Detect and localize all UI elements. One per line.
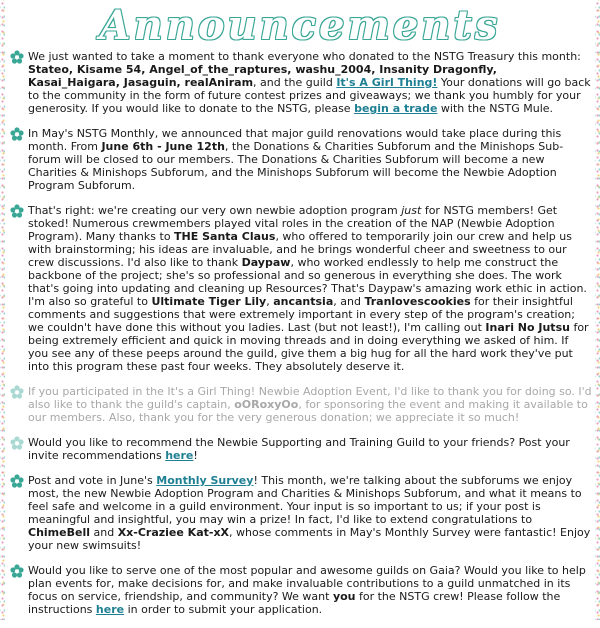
- its-a-girl-thing-link[interactable]: It's A Girl Thing!: [336, 76, 438, 89]
- application-here-link[interactable]: here: [95, 603, 125, 616]
- text: for being extremely efficient and quick in moving threads and in doing everything we asked of him. If you see any of these peeps around the guild, give them a big hug for all the hard work they've put into this program these past four weeks. They absolutely deserve it.: [28, 321, 589, 373]
- text: for NSTG members! Get stoked! Numerous crewmembers played vital roles in the creation of the NAP (Newbie Adoption Program). Many thanks to: [28, 204, 558, 243]
- text: , whose comments in May's Monthly Survey were fantastic! Enjoy your new swimsuits!: [28, 526, 591, 552]
- username: Ultimate Tiger Lily: [151, 295, 267, 308]
- announcement-survey: [10, 474, 592, 552]
- text: ,: [266, 295, 274, 308]
- donor-names: Stateo, Kisame 54, Angel_of_the_raptures, washu_2004, Insanity Dragonfly, Kasai_Haigara, Jasaguin, realAniram: [28, 63, 497, 89]
- closure-dates: June 6th - June 12th: [101, 140, 225, 153]
- begin-a-trade-link[interactable]: begin a trade: [354, 102, 438, 115]
- announcement-renovations: [10, 127, 592, 192]
- teal-flower-icon: [10, 474, 24, 488]
- text: That's right: we're creating our very own newbie adoption program: [28, 204, 402, 217]
- text: !: [193, 449, 198, 462]
- announcement-donations: [10, 50, 592, 115]
- text: If you participated in the It's a Girl Thing! Newbie Adoption Event, I'd like to thank you for doing so. I'd also like to thank the guild's captain,: [28, 385, 592, 411]
- confetti-border-left: [0, 0, 5, 620]
- text: Your donations will go back to the community in the form of future contest prizes and giveaways; we thank you humbly for your generosity. If you would like to donate to the NSTG, please: [28, 76, 591, 115]
- teal-flower-icon: [10, 204, 24, 218]
- text: Post and vote in June's: [28, 474, 157, 487]
- announcement-list: [10, 50, 592, 628]
- text: with the NSTG Mule.: [437, 102, 554, 115]
- confetti-border-right: [595, 0, 600, 620]
- text: Would you like to recommend the Newbie Supporting and Training Guild to your friends? Post your invite recommendations: [28, 436, 570, 462]
- username: ChimeBell: [28, 526, 90, 539]
- announcement-newbie-adoption: [10, 204, 592, 373]
- announcement-event-thanks: [10, 385, 592, 424]
- username: ancantsia: [273, 295, 334, 308]
- username: THE Santa Claus: [174, 230, 276, 243]
- emphasis: just: [401, 204, 422, 217]
- recommendations-here-link[interactable]: here: [165, 449, 194, 462]
- text: , and the guild: [253, 76, 337, 89]
- text: , and: [333, 295, 365, 308]
- text: We just wanted to take a moment to thank everyone who donated to the NSTG Treasury this month:: [28, 50, 581, 63]
- faded-flower-icon: [10, 436, 24, 450]
- username: Tranlovescookies: [364, 295, 471, 308]
- monthly-survey-link[interactable]: Monthly Survey: [156, 474, 254, 487]
- teal-flower-icon: [10, 50, 24, 64]
- announcement-recommend: [10, 436, 592, 462]
- text: for their insightful comments and suggestions that were extremely important in every step of the program's creation; we couldn't have done this without you ladies. Last (but not least!), I'm calling out: [28, 295, 575, 334]
- username: Inari No Jutsu: [485, 321, 570, 334]
- text: In May's NSTG Monthly, we announced that major guild renovations would take place during this month. From: [28, 127, 562, 153]
- announcement-crew-recruitment: [10, 564, 592, 616]
- username: oORoxyOo: [234, 398, 299, 411]
- text: for the NSTG crew! Please follow the instructions: [28, 590, 561, 616]
- text: in order to submit your application.: [124, 603, 323, 616]
- text: ! This month, we're talking about the subforums we enjoy most, the new Newbie Adoption Program and Charities & Minishops Subforum, and what it means to feel safe and welcome in a guild environment. Your input is so important to us; if your post is meaningful and insightful, you may win a prize! In fact, I'd like to extend congratulations to: [28, 474, 582, 526]
- teal-flower-icon: [10, 127, 24, 141]
- text: , who worked endlessly to help me construct the backbone of the project; she's so professional and so generous in everything she does. The work that's going into updating and cleaning up Resources? That's Daypaw's amazing work ethic in action. I'm also so grateful to: [28, 256, 587, 308]
- username: Xx-Craziee Kat-xX: [117, 526, 230, 539]
- teal-flower-icon: [10, 564, 24, 578]
- text: , for sponsoring the event and making it available to our members. Also, thank you for the very generous donation; we appreciate it so much!: [28, 398, 588, 424]
- page-title: Announcements: [99, 2, 501, 49]
- username: Daypaw: [241, 256, 291, 269]
- text: , the Donations & Charities Subforum and the Minishops Sub-forum will be closed to our members. The Donations & Charities Subforum will become a new Charities & Minishops Subforum, and the Minishops Subforum will become the Newbie Adoption Program Subforum.: [28, 140, 564, 192]
- text: , who offered to temporarily join our crew and help us with brainstorming; his ideas are invaluable, and he brings wonderful cheer and sweetness to our crew discussions. I'd also like to thank: [28, 230, 572, 269]
- text: and: [89, 526, 118, 539]
- emphasis: you: [332, 590, 356, 603]
- faded-flower-icon: [10, 385, 24, 399]
- text: Would you like to serve one of the most popular and awesome guilds on Gaia? Would you like to help plan events for, make decisions for, and make invaluable contributions to a guild unmatched in its focus on service, friendship, and community? We want: [28, 564, 586, 603]
